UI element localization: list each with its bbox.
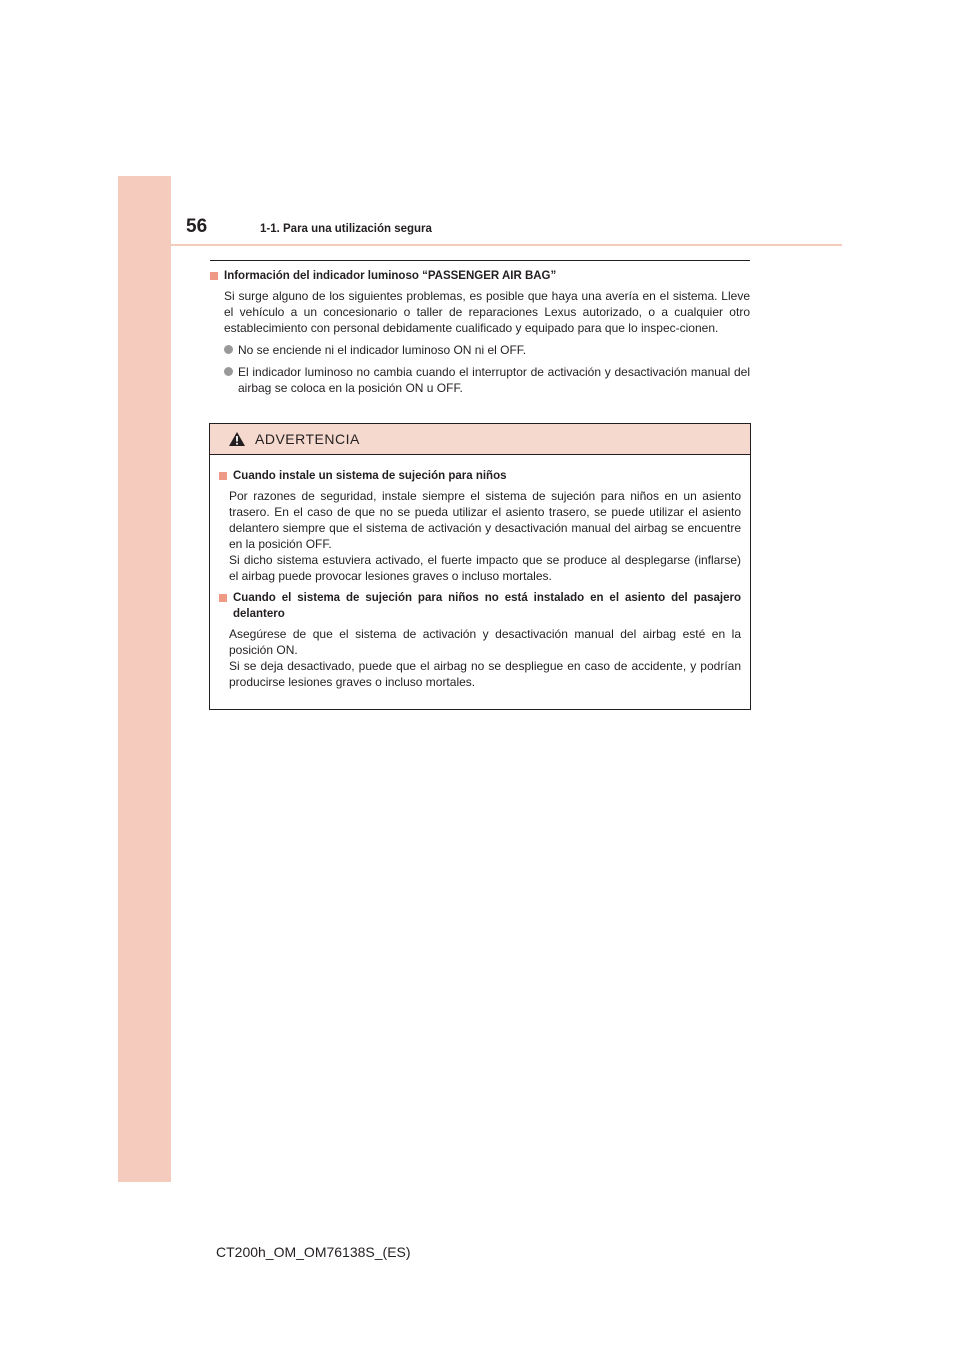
warning-item-heading-text: Cuando instale un sistema de sujeción para niños (233, 470, 507, 482)
square-marker-icon (219, 594, 227, 602)
warning-item-text-2: Si se deja desactivado, puede que el airbag no se despliegue en caso de accidente, y podrían producirse lesiones graves o incluso mortales. (229, 659, 741, 689)
page-number: 56 (186, 216, 208, 237)
warning-box (209, 423, 751, 710)
warning-item-text-1: Asegúrese de que el sistema de activación y desactivación manual del airbag esté en la posición ON. (229, 627, 741, 657)
section-heading-text: Información del indicador luminoso “PASSENGER AIR BAG” (224, 270, 557, 282)
bullet-dot-icon (224, 367, 233, 376)
warning-item-heading-text: Cuando el sistema de sujeción para niños no está instalado en el asiento del pasajero delantero (233, 592, 741, 620)
section-paragraph: Si surge alguno de los siguientes problemas, es posible que haya una avería en el sistema. Lleve el vehículo a un concesionario o taller de reparaciones Lexus autorizado, o a cualquier otro establecimiento con personal debidamente cualificado y equipado para que lo inspec-cionen. (224, 289, 750, 335)
footer-doc-code: CT200h_OM_OM76138S_(ES) (216, 1244, 411, 1260)
warning-body (210, 455, 750, 690)
list-item-text: No se enciende ni el indicador luminoso ON ni el OFF. (238, 343, 527, 357)
warning-triangle-icon (228, 431, 246, 447)
warning-item-text-1: Por razones de seguridad, instale siempre el sistema de sujeción para niños en un asiento trasero. En el caso de que no se pueda utilizar el asiento trasero, se puede utilizar el asiento delantero siempre que el sistema de activación y desactivación manual del airbag se encuentre en la posición OFF. (229, 489, 741, 551)
warning-item-text (229, 626, 741, 690)
warning-title: ADVERTENCIA (255, 431, 360, 447)
list-item (224, 364, 750, 396)
section-title: 1-1. Para una utilización segura (260, 223, 432, 235)
warning-header (210, 424, 750, 455)
bullet-dot-icon (224, 345, 233, 354)
side-accent-band (118, 176, 171, 1182)
list-item-text: El indicador luminoso no cambia cuando el interruptor de activación y desactivación manual del airbag se coloca en la posición ON u OFF. (238, 365, 750, 395)
square-marker-icon (219, 472, 227, 480)
indicator-section (210, 268, 750, 396)
square-marker-icon (210, 272, 218, 280)
header-divider (171, 244, 842, 246)
warning-item-heading (219, 468, 741, 484)
warning-item-text (229, 488, 741, 584)
warning-item (219, 590, 741, 690)
section-heading (210, 268, 750, 284)
list-item (224, 342, 750, 358)
warning-item-heading (219, 590, 741, 622)
warning-item-text-2: Si dicho sistema estuviera activado, el fuerte impacto que se produce al desplegarse (inflarse) el airbag puede provocar lesiones graves o incluso mortales. (229, 553, 741, 583)
content-top-divider (210, 260, 750, 261)
warning-item (219, 468, 741, 584)
